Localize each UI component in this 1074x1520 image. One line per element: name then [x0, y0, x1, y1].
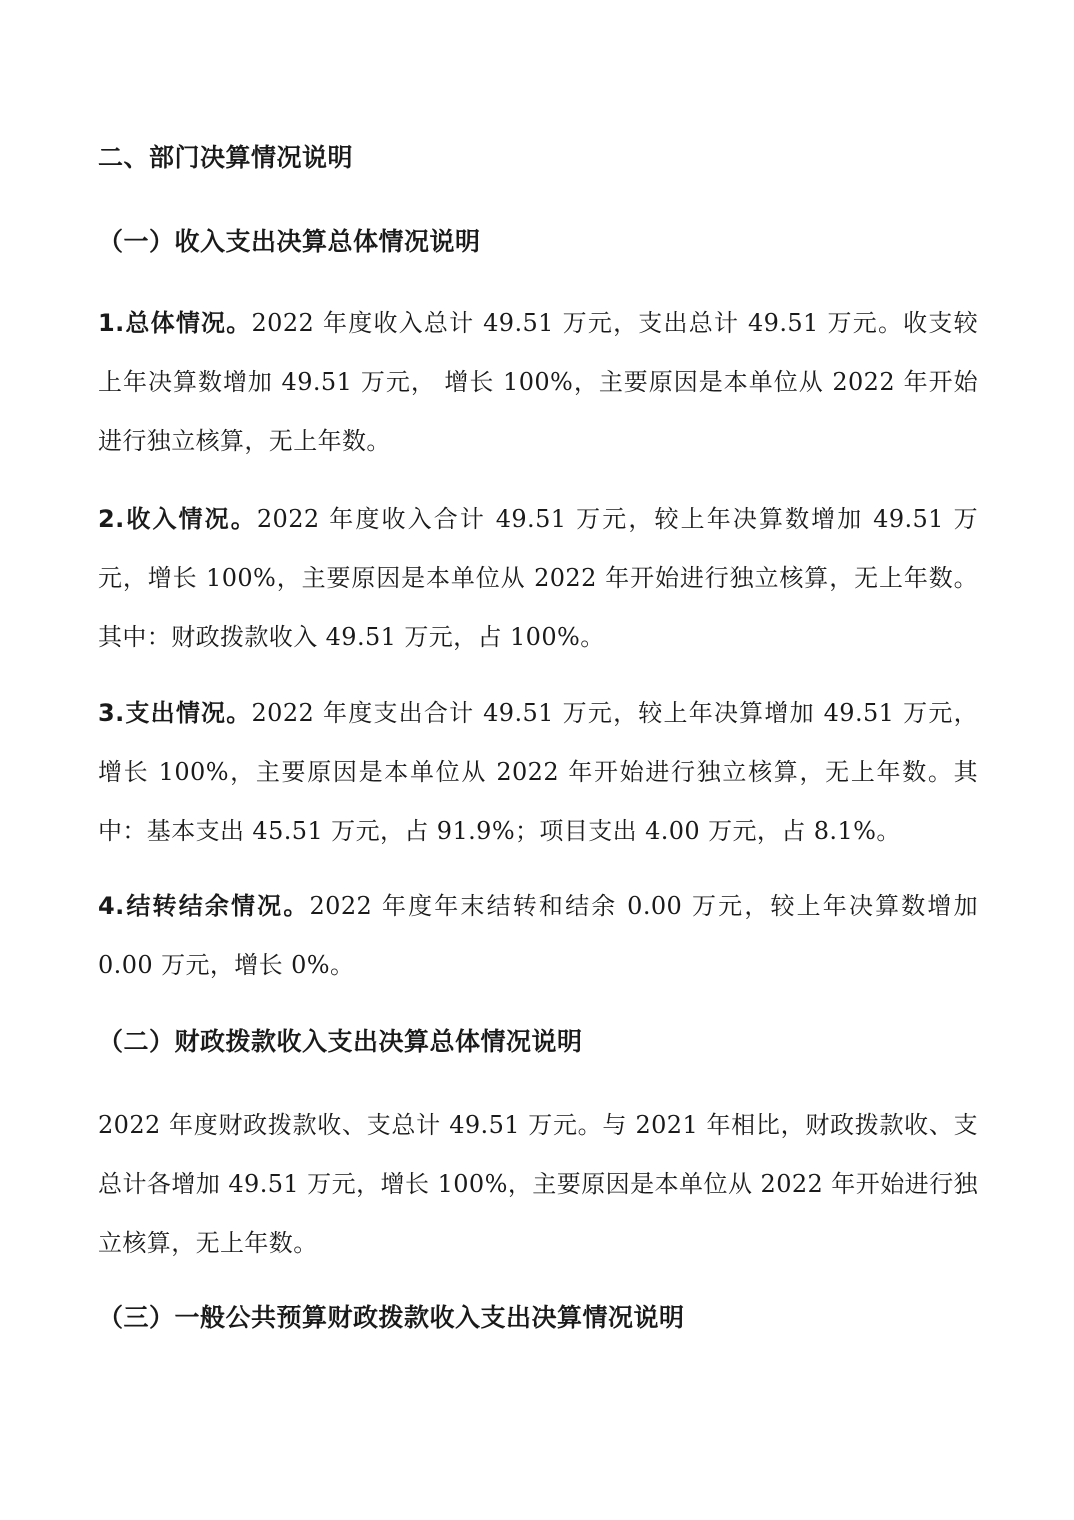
paragraph-lead: 3.支出情况。 [98, 699, 252, 727]
paragraph-lead: 4.结转结余情况。 [98, 892, 310, 920]
paragraph-text: 2022 年度收入总计 49.51 万元，支出总计 49.51 万元。收支较上年决算数增加 49.51 万元， 增长 100%，主要原因是本单位从 2022 年开始进行独立核算，无上年数。 [98, 309, 978, 455]
paragraph-overall [98, 294, 978, 471]
paragraph-fiscal-appropriation: 2022 年度财政拨款收、支总计 49.51 万元。与 2021 年相比，财政拨款收、支总计各增加 49.51 万元，增长 100%，主要原因是本单位从 2022 年开始进行独立核算，无上年数。 [98, 1111, 978, 1257]
paragraph-text: 2022 年度年末结转和结余 0.00 万元，较上年决算数增加 0.00 万元，增长 0%。 [98, 892, 978, 979]
subsection-title-1: （一）收入支出决算总体情况说明 [98, 227, 481, 256]
subsection-title-3: （三）一般公共预算财政拨款收入支出决算情况说明 [98, 1303, 685, 1332]
paragraph-expenditure [98, 684, 978, 861]
subsection-title-2: （二）财政拨款收入支出决算总体情况说明 [98, 1027, 583, 1056]
paragraph-lead: 1.总体情况。 [98, 309, 252, 337]
paragraph-lead: 2.收入情况。 [98, 505, 257, 533]
paragraph-text: 2022 年度支出合计 49.51 万元，较上年决算增加 49.51 万元，增长 100%，主要原因是本单位从 2022 年开始进行独立核算，无上年数。其中：基本支出 45.51 万元，占 91.9%；项目支出 4.00 万元，占 8.1%。 [98, 699, 978, 845]
section-title: 二、部门决算情况说明 [98, 143, 354, 172]
paragraph-income [98, 490, 978, 667]
paragraph-text: 2022 年度收入合计 49.51 万元，较上年决算数增加 49.51 万元，增长 100%，主要原因是本单位从 2022 年开始进行独立核算，无上年数。其中：财政拨款收入 49.51 万元，占 100%。 [98, 505, 978, 651]
paragraph-carryover [98, 877, 978, 995]
